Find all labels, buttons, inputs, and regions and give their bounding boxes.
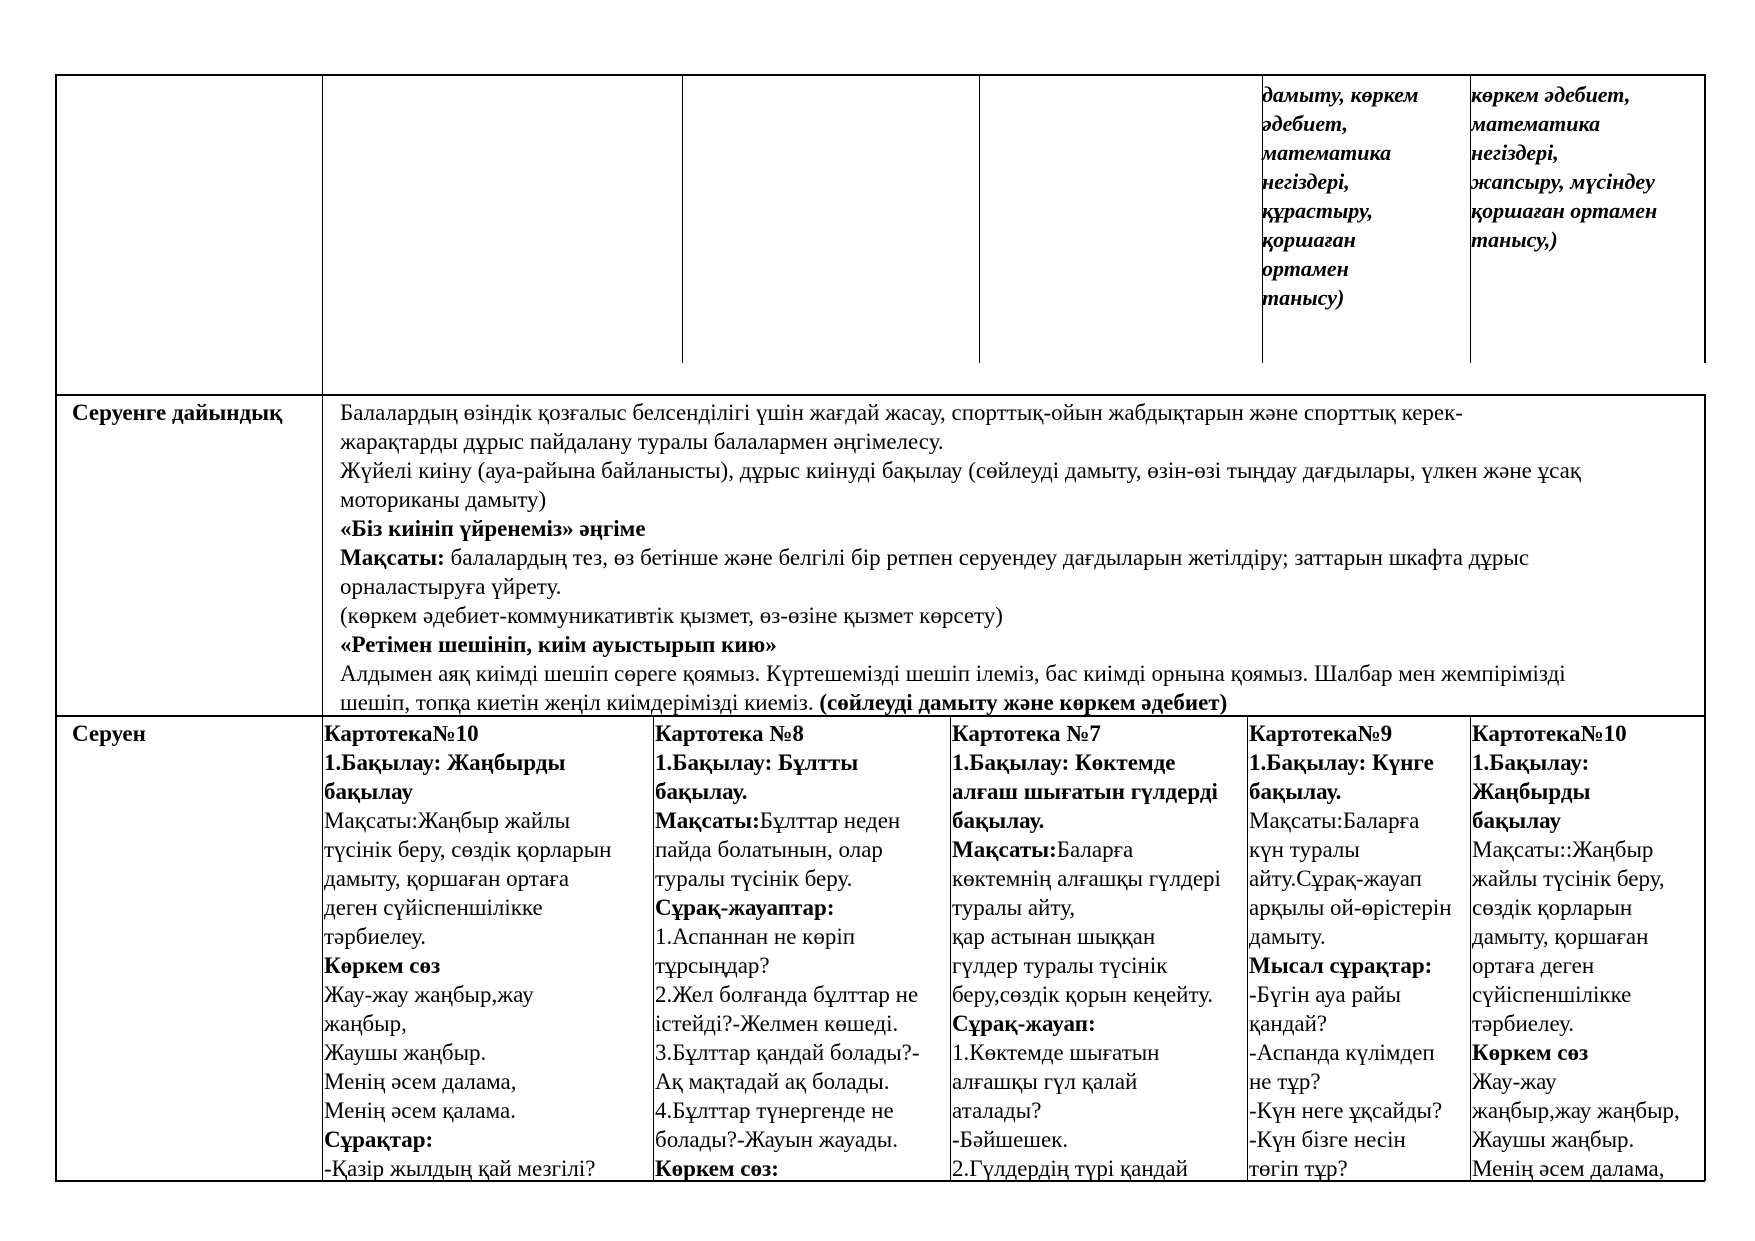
text-line: Менің әсем далама, xyxy=(1472,1156,1665,1181)
card-title: Картотека№9 xyxy=(1249,721,1393,746)
text-line: Менің әсем далама, xyxy=(324,1069,517,1094)
walk-card-10-repeat xyxy=(1472,719,1680,1183)
text-line: Мақсаты:Жаңбыр жайлы xyxy=(324,808,571,833)
walk-row-divider-2 xyxy=(653,715,654,1181)
text-line: Мақсаты:Баларға xyxy=(1249,808,1420,833)
subheading: Сұрақ-жауаптар: xyxy=(655,895,835,920)
top-row-divider-2 xyxy=(682,74,683,363)
text-line: жапсыру, мүсіндеу xyxy=(1471,169,1655,194)
text-line: алғашқы гүл қалай xyxy=(952,1069,1138,1094)
text-line: -Күн неге ұқсайды? xyxy=(1249,1098,1443,1123)
text-line: сөздік қорларын xyxy=(1472,895,1633,920)
text-line xyxy=(655,806,920,835)
observation-title: 1.Бақылау: Жаңбырды xyxy=(324,750,566,775)
text-line: 4.Бұлттар түнергенде не xyxy=(655,1098,894,1123)
text-line: 1.Аспаннан не көріп xyxy=(655,924,856,949)
walk-card-10 xyxy=(324,719,612,1183)
walk-row-label xyxy=(72,719,146,748)
observation-title: 1.Бақылау: Көктемде xyxy=(952,750,1176,775)
text-line: күн туралы xyxy=(1249,837,1360,862)
observation-title: алғаш шығатын гүлдерді xyxy=(952,779,1218,804)
table-right-border-prep xyxy=(1704,394,1706,1181)
text-line: Алдымен аяқ киімді шешіп сөреге қоямыз. Күртешемізді шешіп ілеміз, бас киімді орнына қоямыз. Шалбар мен жемпірімізді xyxy=(340,661,1566,686)
text-line: қоршаған xyxy=(1262,227,1356,252)
observation-title: бақылау. xyxy=(952,808,1045,833)
observation-title: 1.Бақылау: Күнге xyxy=(1249,750,1434,775)
goal-label: Мақсаты: xyxy=(655,808,760,833)
text-line: -Бәйшешек. xyxy=(952,1127,1069,1152)
text-line: түсінік беру, сөздік қорларын xyxy=(324,837,612,862)
text-line: құрастыру, xyxy=(1262,198,1374,223)
text-line: деген сүйіспеншілікке xyxy=(324,895,543,920)
walk-card-9 xyxy=(1249,719,1452,1183)
text-line: пайда болатынын, олар xyxy=(655,837,883,862)
text-line xyxy=(952,835,1221,864)
text-line: туралы айту, xyxy=(952,895,1076,920)
text-line: гүлдер туралы түсінік xyxy=(952,953,1168,978)
prep-row-content xyxy=(340,398,1704,717)
text-line: Жаушы жаңбыр. xyxy=(1472,1127,1635,1152)
row-heading: Серуенге дайындық xyxy=(72,400,283,425)
observation-title: бақылау. xyxy=(655,779,748,804)
text-line: ортаға деген xyxy=(1472,953,1595,978)
text-line: математика xyxy=(1471,111,1601,136)
observation-title: бақылау xyxy=(324,779,413,804)
observation-title: Жаңбырды xyxy=(1472,779,1591,804)
text-line: 2.Гүлдердің түрі қандай xyxy=(952,1156,1188,1181)
subheading: Көркем сөз: xyxy=(655,1156,779,1181)
prep-row-top-border xyxy=(55,394,1705,396)
prep-row-label xyxy=(72,398,282,427)
text-line: қоршаған ортамен xyxy=(1471,198,1658,223)
subheading: Сұрақ-жауап: xyxy=(952,1011,1096,1036)
goal-text: балалардың тез, өз бетінше және белгілі бір ретпен серуендеу дағдыларын жетілдіру; заттарын шкафта дұрыс xyxy=(444,545,1530,570)
text-line: 3.Бұлттар қандай болады?- xyxy=(655,1040,920,1065)
goal-text: Баларға xyxy=(1056,837,1134,862)
text-line: арқылы ой-өрістерін xyxy=(1249,895,1452,920)
text-line: жарақтарды дұрыс пайдалану туралы балалармен әңгімелесу. xyxy=(340,429,944,454)
row-heading: Серуен xyxy=(72,721,146,746)
observation-title: 1.Бақылау: Бұлтты xyxy=(655,750,859,775)
walk-row-divider-5 xyxy=(1470,715,1471,1181)
table-left-border xyxy=(55,74,57,1181)
walk-row-divider-3 xyxy=(950,715,951,1181)
text-line: Жүйелі киіну (ауа-райына байланысты), дұрыс киінуді бақылау (сөйлеуді дамыту, өзін-өзі тыңдау дағдылары, үлкен және ұсақ xyxy=(340,458,1581,483)
text-line: Жау-жау жаңбыр,жау xyxy=(324,982,534,1007)
text-line: тәрбиелеу. xyxy=(324,924,427,949)
text-line: істейді?-Желмен көшеді. xyxy=(655,1011,899,1036)
text-line: қандай? xyxy=(1249,1011,1328,1036)
card-title: Картотека№10 xyxy=(1472,721,1627,746)
top-row-col5-text xyxy=(1262,80,1418,312)
text-line: -Аспанда күлімдеп xyxy=(1249,1040,1435,1065)
text-line: төгіп тұр? xyxy=(1249,1156,1348,1181)
text-line: Жау-жау xyxy=(1472,1069,1557,1094)
text-line: негіздері, xyxy=(1262,169,1350,194)
text-line: ортамен xyxy=(1262,256,1349,281)
text-line: моториканы дамыту) xyxy=(340,487,547,512)
text-line: -Күн бізге несін xyxy=(1249,1127,1406,1152)
text-line xyxy=(340,688,1704,717)
text-line: Менің әсем қалама. xyxy=(324,1098,516,1123)
text-line: орналастыруға үйрету. xyxy=(340,574,562,599)
subheading: «Ретімен шешініп, киім ауыстырып кию» xyxy=(340,632,777,657)
card-title: Картотека №8 xyxy=(655,721,804,746)
text-line: негіздері, xyxy=(1471,140,1559,165)
text-line: көктемнің алғашқы гүлдері xyxy=(952,866,1221,891)
text-line: дамыту, қоршаған ортаға xyxy=(324,866,570,891)
walk-card-8 xyxy=(655,719,920,1183)
text-line: математика xyxy=(1262,140,1392,165)
text-line: болады?-Жауын жауады. xyxy=(655,1127,898,1152)
subheading: Мысал сұрақтар: xyxy=(1249,953,1433,978)
text-line: Балалардың өзіндік қозғалыс белсенділігі үшін жағдай жасау, спорттық-ойын жабдықтарын және спорттық керек- xyxy=(340,400,1463,425)
text-line: Мақсаты::Жаңбыр xyxy=(1472,837,1654,862)
text-line: Ақ мақтадай ақ болады. xyxy=(655,1069,890,1094)
text-line: 1.Көктемде шығатын xyxy=(952,1040,1160,1065)
subheading: «Біз киініп үйренеміз» әңгіме xyxy=(340,516,646,541)
text-line: 2.Жел болғанда бұлттар не xyxy=(655,982,919,1007)
goal-label: Мақсаты: xyxy=(952,837,1057,862)
subheading: Көркем сөз xyxy=(324,953,441,978)
card-title: Картотека№10 xyxy=(324,721,479,746)
text-line: жаңбыр,жау жаңбыр, xyxy=(1472,1098,1680,1123)
text-line: әдебиет, xyxy=(1262,111,1349,136)
text-line: (көркем әдебиет-коммуникативтік қызмет, өз-өзіне қызмет көрсету) xyxy=(340,603,1003,628)
goal-text: Бұлттар неден xyxy=(759,808,901,833)
table-top-border xyxy=(55,74,1705,76)
text-line: дамыту. xyxy=(1249,924,1326,949)
text-line: танысу) xyxy=(1262,285,1345,310)
text-line: жаңбыр, xyxy=(324,1011,407,1036)
walk-card-7 xyxy=(952,719,1221,1183)
text-line: айту.Сұрақ-жауап xyxy=(1249,866,1422,891)
subheading: Көркем сөз xyxy=(1472,1040,1589,1065)
text-line xyxy=(340,543,1704,572)
text-run-bold: (сөйлеуді дамыту және көркем әдебиет) xyxy=(819,690,1228,715)
observation-title: бақылау. xyxy=(1249,779,1342,804)
text-line: дамыту, қоршаған xyxy=(1472,924,1649,949)
text-run: шешіп, топқа киетін жеңіл киімдерімізді киеміз. xyxy=(340,690,820,715)
walk-row-divider-4 xyxy=(1247,715,1248,1181)
top-row-divider-1 xyxy=(322,74,323,1181)
text-line: сүйіспеншілікке xyxy=(1472,982,1632,1007)
text-line: беру,сөздік қорын кеңейту. xyxy=(952,982,1214,1007)
goal-label: Мақсаты: xyxy=(340,545,445,570)
top-row-col6-text xyxy=(1471,80,1657,254)
text-line: тәрбиелеу. xyxy=(1472,1011,1575,1036)
text-line: -Қазір жылдың қай мезгілі? xyxy=(324,1156,596,1181)
table-right-border-top xyxy=(1704,74,1706,363)
text-line: танысу,) xyxy=(1471,227,1558,252)
text-line: жайлы түсінік беру, xyxy=(1472,866,1665,891)
text-line: тұрсыңдар? xyxy=(655,953,770,978)
top-row-divider-3 xyxy=(979,74,980,363)
text-line: не тұр? xyxy=(1249,1069,1321,1094)
text-line: дамыту, көркем xyxy=(1262,82,1419,107)
observation-title: бақылау xyxy=(1472,808,1561,833)
text-line: Жаушы жаңбыр. xyxy=(324,1040,487,1065)
text-line: -Бүгін ауа райы xyxy=(1249,982,1401,1007)
text-line: туралы түсінік беру. xyxy=(655,866,853,891)
subheading: Сұрақтар: xyxy=(324,1127,434,1152)
text-line: көркем әдебиет, xyxy=(1471,82,1631,107)
text-line: аталады? xyxy=(952,1098,1042,1123)
observation-title: 1.Бақылау: xyxy=(1472,750,1590,775)
text-line: қар астынан шыққан xyxy=(952,924,1156,949)
card-title: Картотека №7 xyxy=(952,721,1101,746)
